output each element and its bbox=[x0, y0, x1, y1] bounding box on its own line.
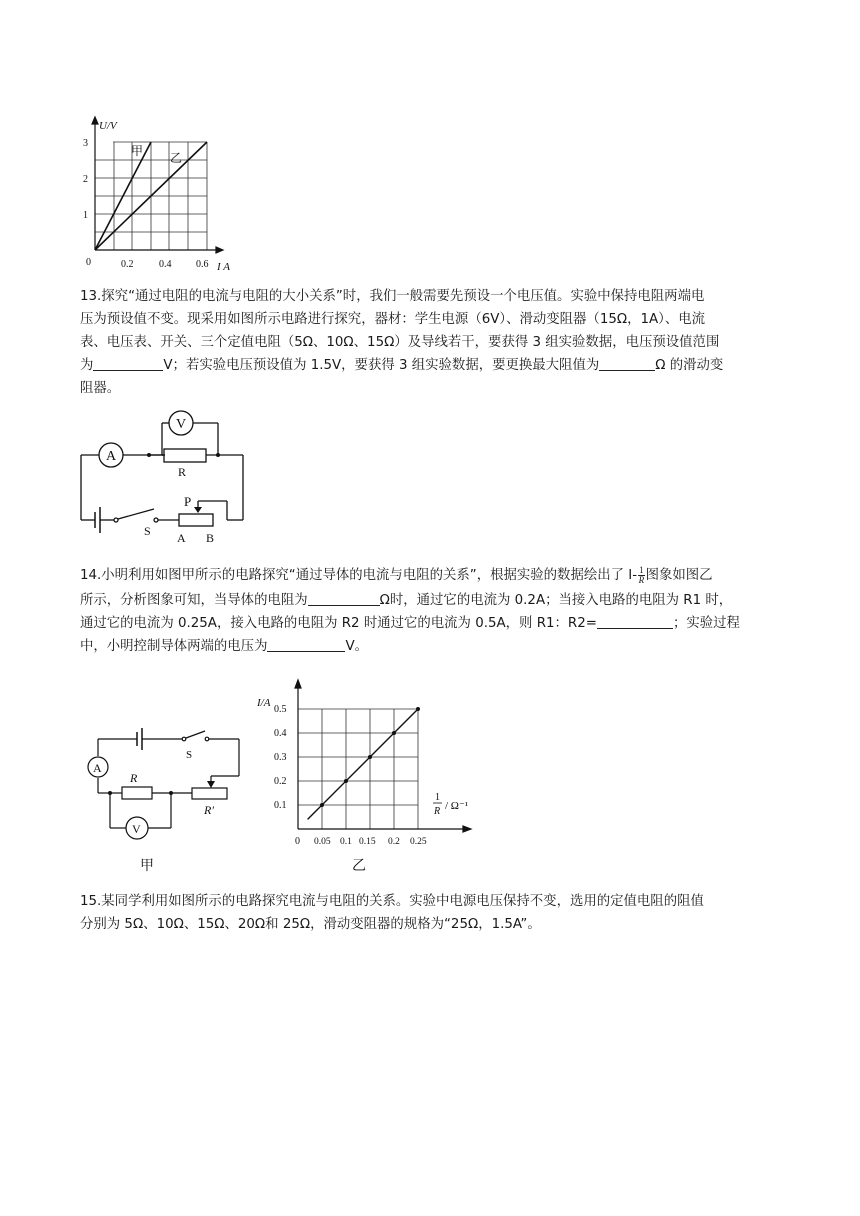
chart-marks bbox=[308, 707, 420, 819]
x-tick-025: 0.25 bbox=[410, 837, 427, 847]
x-tick-02: 0.2 bbox=[121, 259, 134, 270]
series-jia-label: 甲 bbox=[131, 144, 144, 158]
circuit-diagram-q13 bbox=[74, 403, 254, 543]
resistor-label: R bbox=[178, 465, 187, 479]
figure-caption-jia: 甲 bbox=[140, 859, 154, 874]
answer-blank-max-resistance[interactable] bbox=[599, 355, 655, 371]
q13-line-2: 压为预设值不变。现采用如图所示电路进行探究，器材：学生电源（6V）、滑动变阻器（15Ω，1A）、电流 bbox=[80, 312, 706, 327]
rheostat-end-b: B bbox=[206, 531, 215, 543]
axes bbox=[92, 117, 223, 253]
slider-arrow bbox=[207, 781, 215, 788]
q14-line-1: 14.小明利用如图甲所示的电路探究“通过导体的电流与电阻的关系”，根据实验的数据绘出了 I- $\frac{1}{R}$ 图象如图乙 bbox=[80, 564, 713, 585]
circuit-diagram-q14 bbox=[82, 722, 252, 882]
data-point-3 bbox=[368, 755, 372, 759]
x-axis-label: I A bbox=[217, 261, 230, 273]
rheostat-end-a: A bbox=[177, 531, 186, 543]
question-13 bbox=[80, 285, 784, 400]
y-tick-1: 1 bbox=[83, 210, 88, 221]
q14-line-4: 中，小明控制导体两端的电压为 V。 bbox=[80, 635, 784, 658]
y-tick-2: 2 bbox=[83, 174, 88, 185]
x-tick-01: 0.1 bbox=[340, 837, 352, 847]
x-tick-06: 0.6 bbox=[196, 259, 209, 270]
answer-blank-resistance[interactable] bbox=[308, 590, 380, 606]
x-tick-015: 0.15 bbox=[359, 837, 376, 847]
y-tick-02: 0.2 bbox=[274, 776, 287, 787]
answer-blank-voltage-range[interactable] bbox=[93, 355, 163, 371]
data-point-2 bbox=[344, 779, 348, 783]
switch-label: S bbox=[186, 749, 193, 761]
q13-line-4: 为 V；若实验电压预设值为 1.5V，要获得 3 组实验数据，要更换最大阻值为 Ω 的滑动变 bbox=[80, 354, 784, 377]
answer-blank-voltage[interactable] bbox=[267, 636, 345, 652]
q13-line-3: 表、电压表、开关、三个定值电阻（5Ω、10Ω、15Ω）及导线若干，要获得 3 组实验数据，电压预设值范围 bbox=[80, 335, 720, 350]
x-tick-005: 0.05 bbox=[314, 837, 331, 847]
y-tick-03: 0.3 bbox=[274, 752, 287, 763]
y-tick-3: 3 bbox=[83, 138, 88, 149]
slider-arrow bbox=[194, 507, 202, 513]
figure-caption-yi: 乙 bbox=[352, 859, 366, 874]
q13-line-5: 阻器。 bbox=[80, 381, 121, 396]
q14-line-3: 通过它的电流为 0.25A，接入电路的电阻为 R2 时通过它的电流为 0.5A，则 R1：R2= ；实验过程 bbox=[80, 612, 784, 635]
ammeter-label: A bbox=[106, 449, 117, 464]
x-tick-04: 0.4 bbox=[159, 259, 172, 270]
y-tick-01: 0.1 bbox=[274, 800, 287, 811]
q13-line-1: 13.探究“通过电阻的电流与电阻的大小关系”时，我们一般需要先预设一个电压值。实验中保持电阻两端电 bbox=[80, 289, 705, 304]
x-axis-label-numerator: 1 bbox=[435, 792, 440, 803]
data-point-5 bbox=[416, 707, 420, 711]
x-tick-02: 0.2 bbox=[388, 837, 400, 847]
rheostat-label: R′ bbox=[204, 803, 214, 817]
slider-label: P bbox=[184, 494, 192, 509]
question-15 bbox=[80, 890, 784, 936]
switch-label: S bbox=[144, 524, 151, 538]
i-vs-reciprocal-r-graph bbox=[255, 676, 485, 876]
answer-blank-ratio[interactable] bbox=[597, 613, 673, 629]
i-vs-r-series-line bbox=[308, 709, 418, 819]
question-14 bbox=[80, 563, 784, 658]
voltmeter-label: V bbox=[176, 417, 187, 432]
origin-label: 0 bbox=[295, 836, 300, 847]
voltmeter-label: V bbox=[132, 822, 141, 836]
data-point-1 bbox=[320, 803, 324, 807]
ammeter-label: A bbox=[93, 761, 102, 775]
q15-line-1: 15.某同学利用如图所示的电路探究电流与电阻的关系。实验中电源电压保持不变，选用的定值电阻的阻值 bbox=[80, 894, 704, 909]
u-i-graph bbox=[78, 112, 248, 277]
y-tick-04: 0.4 bbox=[274, 728, 287, 739]
y-tick-05: 0.5 bbox=[274, 704, 287, 715]
resistor-label: R bbox=[130, 771, 138, 785]
fraction-1-over-r: $\frac{1}{R}$ bbox=[638, 564, 645, 585]
y-axis-label: I/A bbox=[257, 697, 271, 709]
q14-line-2: 所示，分析图象可知，当导体的电阻为 Ω时，通过它的电流为 0.2A；当接入电路的电阻为 R1 时， bbox=[80, 589, 784, 612]
q15-line-2: 分别为 5Ω、10Ω、15Ω、20Ω和 25Ω，滑动变阻器的规格为“25Ω，1.5A”。 bbox=[80, 917, 541, 932]
series-yi-label: 乙 bbox=[170, 151, 183, 165]
data-point-4 bbox=[392, 731, 396, 735]
x-axis-label-denominator: R bbox=[434, 806, 441, 817]
x-axis-label-unit: / Ω⁻¹ bbox=[445, 800, 469, 812]
y-axis-label: U/V bbox=[99, 120, 117, 132]
origin-label: 0 bbox=[86, 257, 91, 268]
